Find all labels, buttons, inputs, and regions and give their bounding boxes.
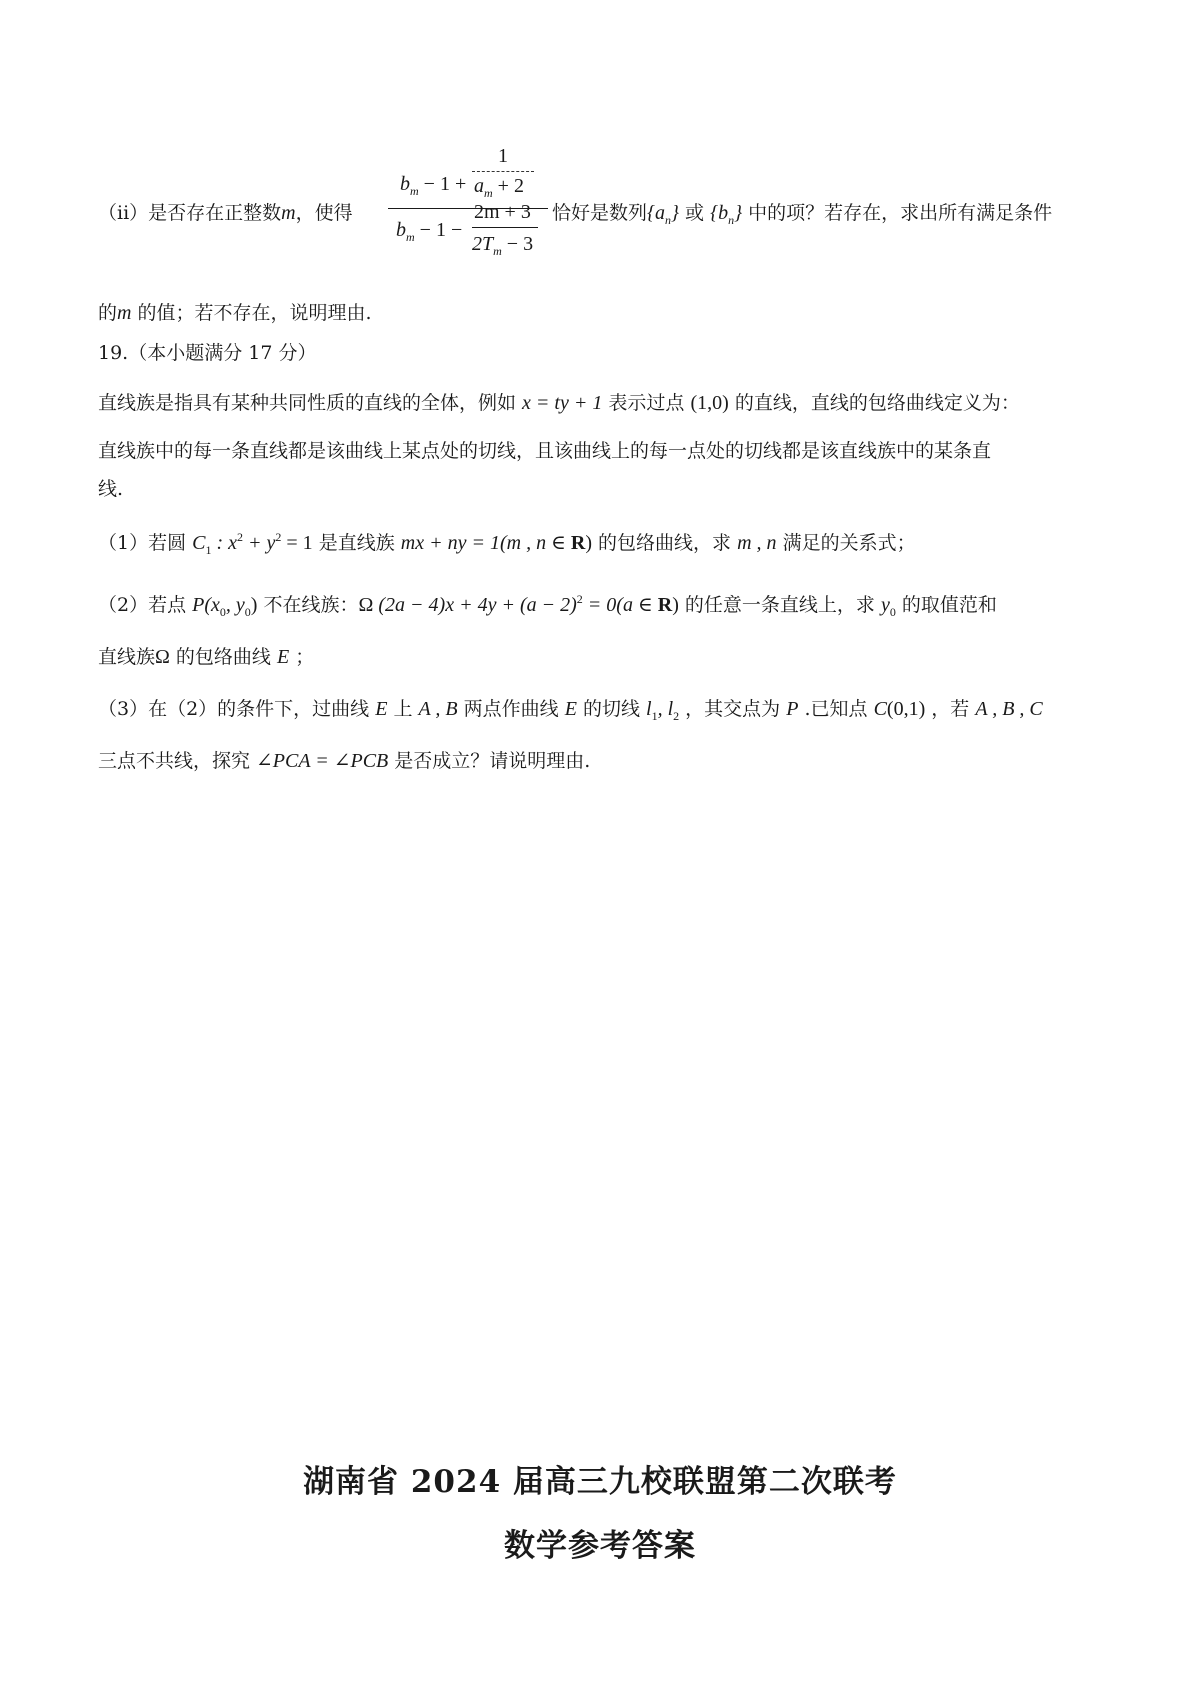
- frac-num-b: $b_m - 1$ +: [400, 173, 467, 198]
- frac-den-inner-num: 2m + 3: [474, 201, 531, 223]
- q19-part-3-line-2: 三点不共线，探究 ∠PCA = ∠PCB 是否成立？请说明理由.: [98, 750, 591, 772]
- part-ii-line-1: [98, 198, 353, 225]
- tangents-l1-l2: $l_1$, $l_2$: [646, 698, 680, 723]
- q19-header: 19.（本小题满分 17 分）: [98, 342, 317, 364]
- frac-den-inner-bar: [472, 227, 538, 228]
- q19-part-2-line-2: 直线族Ω 的包络曲线 E ；: [98, 646, 315, 668]
- seq-b: $\{b_n\}$: [710, 202, 743, 227]
- q19-intro-3: 线.: [98, 478, 124, 500]
- var-m: m: [281, 202, 296, 224]
- q19-part-2: （2）若点 $P(x_0$, $y_0$) 不在线族：Ω $(2a - 4)x + 4y + (a - 2)^2 = 0(a$ ∈ R) 的任意一条直线上，求 $y_0$ 的取值范和: [98, 592, 997, 619]
- q19-part-3: （3）在（2）的条件下，过曲线 E 上 A , B 两点作曲线 E 的切线 $l_1$, $l_2$ ，其交点为 P .已知点 C(0,1) ，若 A , B , C: [98, 698, 1043, 723]
- q19-part-1: （1）若圆 $C_1$ : $x^2 + y^2 = 1$ 是直线族 mx + ny = 1(m , n ∈ R) 的包络曲线，求 m , n 满足的关系式；: [98, 530, 916, 557]
- frac-num-inner-den: $a_m + 2$: [474, 175, 524, 200]
- part-ii-suffix-1: 恰好是数列: [552, 202, 648, 224]
- q19-intro-2: 直线族中的每一条直线都是该曲线上某点处的切线，且该曲线上的每一点处的切线都是该直线族中的某条直: [98, 440, 992, 462]
- part-ii-use: ，使得: [295, 202, 353, 224]
- answer-title-main: 湖南省 2024 届高三九校联盟第二次联考: [303, 1464, 897, 1500]
- line-family: mx + ny = 1(m , n ∈ R): [400, 532, 593, 554]
- frac-den-b: $b_m - 1$ −: [396, 219, 463, 244]
- complex-fraction: [388, 145, 548, 275]
- frac-den-inner-den: $2T_m - 3$: [472, 233, 534, 258]
- circle-c1: $C_1$ : $x^2 + y^2 = 1$: [192, 530, 313, 557]
- frac-num-inner-num: 1: [498, 145, 508, 167]
- answer-title-sub: 数学参考答案: [504, 1528, 696, 1564]
- part-ii-line-1-tail: 恰好是数列$\{a_n\}$ 或 $\{b_n\}$ 中的项？若存在，求出所有满足条件: [552, 202, 1053, 227]
- point-p: $P(x_0$, $y_0$): [192, 594, 258, 619]
- q19-intro-1: 直线族是指具有某种共同性质的直线的全体，例如 x = ty + 1 表示过点 (1,0) 的直线，直线的包络曲线定义为：: [98, 392, 1020, 414]
- part-ii-prefix: （ii）是否存在正整数: [98, 202, 282, 224]
- frac-num-inner-bar: [472, 171, 534, 172]
- part-ii-suffix-2: 中的项？若存在，求出所有满足条件: [742, 202, 1053, 224]
- seq-a: $\{a_n\}$: [647, 202, 680, 227]
- part-ii-line-2: 的m 的值；若不存在，说明理由.: [98, 302, 372, 324]
- omega-family: Ω $(2a - 4)x + 4y + (a - 2)^2 = 0(a$ ∈ R): [358, 592, 679, 616]
